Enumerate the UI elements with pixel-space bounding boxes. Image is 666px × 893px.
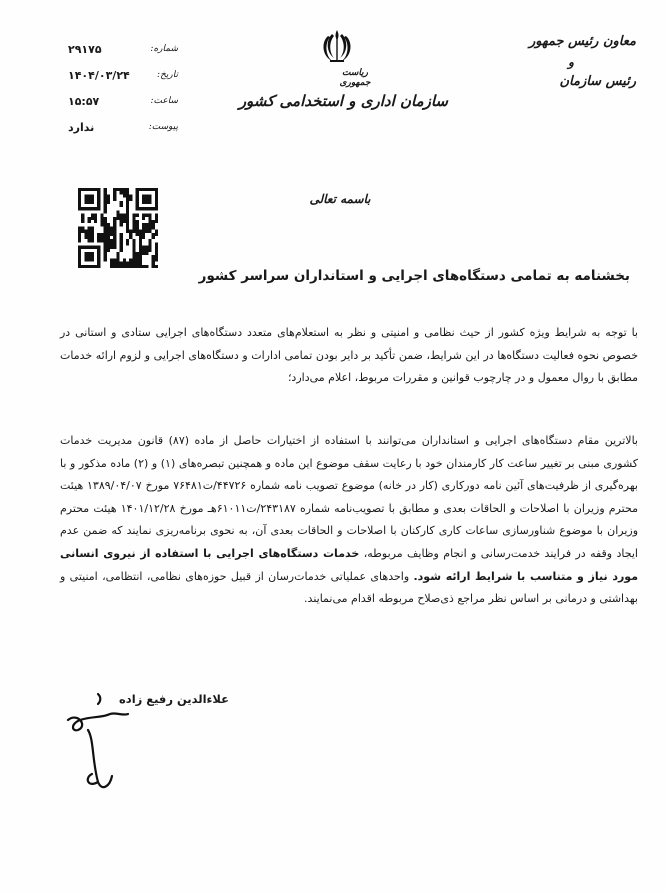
time-value: ۱۵:۵۷	[68, 94, 100, 108]
paragraph-2	[60, 430, 638, 611]
date-label: تاریخ:	[157, 70, 178, 80]
sender-title-line1: معاون رئیس جمهور	[528, 34, 636, 49]
paragraph-2-emphasis: خدمات دستگاه‌های اجرایی با استفاده از نیروی انسانی مورد نیاز و متناسب با شرایط ارائه شود.	[60, 546, 638, 583]
paragraph-1-text: با توجه به شرایط ویژه کشور از حیث نظامی و امنیتی و نظر به استعلام‌های متعدد دستگاه‌های اجرایی ستادی و استانی در خصوص نحوه فعالیت دستگاه‌ها در این شرایط، ضمن تأکید بر دایر بودن تمامی ادارات و دستگاه‌های اجرایی و لزوم ارائه خدمات مطابق با روال معمول و در چارچوب قوانین و مقررات مربوط، اعلام می‌دارد؛	[60, 326, 638, 385]
meta-date-row	[68, 62, 178, 88]
number-label: شماره:	[150, 44, 178, 54]
paragraph-1	[60, 322, 638, 390]
signer-name: علاءالدین رفیع زاده	[119, 692, 229, 706]
attachment-label: پیوست:	[148, 122, 178, 132]
sender-title-line2: رئیس سازمان	[559, 74, 636, 89]
handwritten-signature	[58, 690, 198, 810]
circular-title: بخشنامه به تمامی دستگاه‌های اجرایی و استانداران سراسر کشور	[198, 268, 630, 284]
time-label: ساعت:	[150, 96, 178, 106]
sender-title-conjunction: و	[568, 55, 574, 69]
meta-attachment-row	[68, 114, 178, 140]
organization-name: سازمان اداری و استخدامی کشور	[238, 92, 448, 110]
paragraph-2-text	[60, 430, 638, 611]
iran-emblem-icon	[320, 28, 354, 64]
org-subtitle: ریاست جمهوری	[339, 68, 371, 88]
number-value: ۲۹۱۷۵	[68, 42, 102, 56]
qr-code-icon	[78, 188, 158, 268]
sender-title-block	[506, 32, 636, 92]
attachment-value: ندارد	[68, 120, 95, 134]
meta-number-row	[68, 36, 178, 62]
meta-time-row	[68, 88, 178, 114]
date-value: ۱۴۰۴/۰۳/۲۴	[68, 68, 130, 82]
letter-meta	[68, 36, 178, 140]
paragraph-2-part-b: واحدهای عملیاتی خدمات‌رسان از قبیل حوزه‌های نظامی، انتظامی، امنیتی و بهداشتی و درمانی بر اساس نظر مراجع ذی‌صلاح مربوطه اقدام می‌نمایند.	[60, 569, 638, 606]
paragraph-2-part-a: بالاترین مقام دستگاه‌های اجرایی و استانداران می‌توانند با استفاده از اختیارات حاصل از ماده (۸۷) قانون مدیریت خدمات کشوری مبنی بر تغییر ساعت کار کارمندان خود با رعایت سقف موضوع این ماده و همچنین تبصره‌های (۱) و (۲) ماده مذکور و با بهره‌گیری از ظرفیت‌های آئین نامه دورکاری (کار در خانه) موضوع تصویب نامه شماره ۴۴۷۲۶/ت۷۶۴۸۱ مورخ ۱۳۸۹/۰۴/۰۷ هیئت محترم وزیران با اصلاحات و الحاقات بعدی و مطابق با تصویب‌نامه شماره ۲۴۳۱۸۷/ت۶۱۰۱۱هـ مورخ ۱۴۰۱/۱۲/۲۸ هیئت محترم وزیران با موضوع شناورسازی ساعات کاری کارکنان با اصلاحات و الحاقات بعدی آن، به نحوی برنامه‌ریزی نمایند که ضمن عدم ایجاد وقفه در فرایند خدمت‌رسانی و انجام وظایف مربوطه،	[60, 434, 639, 560]
salutation: باسمه تعالی	[309, 192, 371, 206]
